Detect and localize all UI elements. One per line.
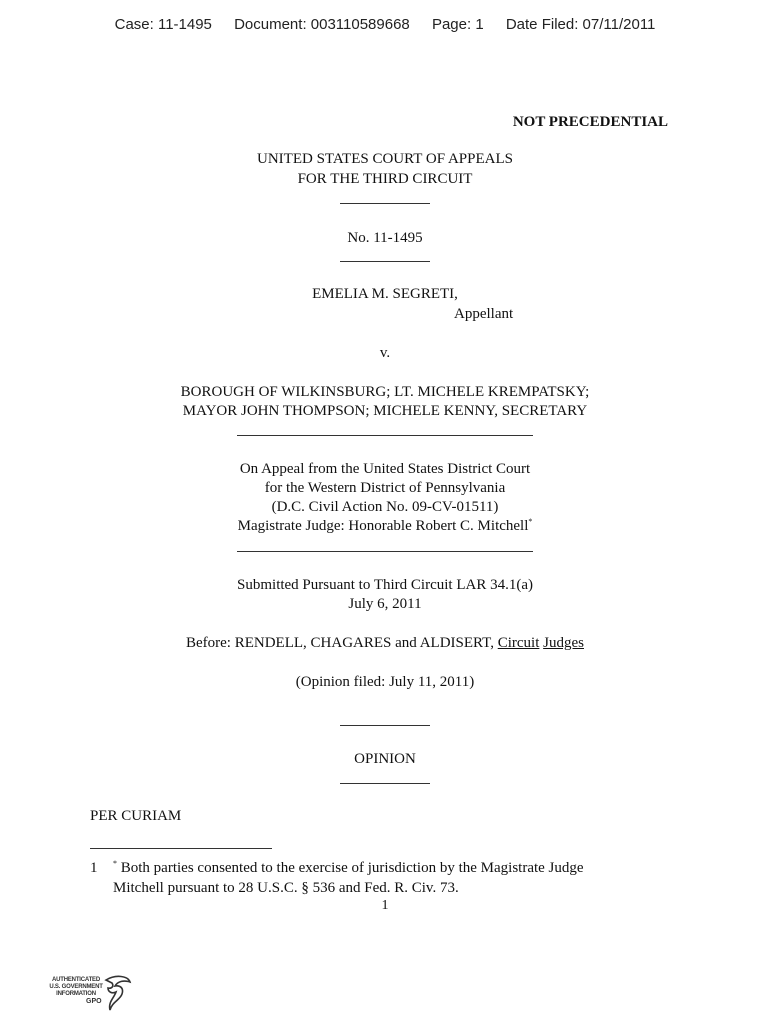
divider — [0, 546, 770, 556]
appellant-role: Appellant — [454, 306, 514, 322]
opinion-filed-date: (Opinion filed: July 11, 2011) — [295, 674, 475, 690]
seal-gpo: GPO — [86, 998, 102, 1005]
submitted-date: July 6, 2011 — [348, 596, 422, 612]
opinion-heading: OPINION — [354, 751, 416, 767]
footnote-text — [113, 858, 650, 898]
footnote-line1: Both parties consented to the exercise of jurisdiction by the Magistrate Judge — [117, 860, 584, 876]
seal-text — [44, 977, 108, 998]
divider — [0, 430, 770, 440]
precedential-status: NOT PRECEDENTIAL — [512, 114, 668, 130]
court-name-line2: FOR THE THIRD CIRCUIT — [297, 171, 473, 187]
divider — [0, 198, 770, 208]
per-curiam: PER CURIAM — [90, 808, 182, 824]
court-name-line1: UNITED STATES COURT OF APPEALS — [257, 151, 513, 167]
divider — [0, 778, 770, 788]
header-case: Case: 11-1495 — [114, 16, 212, 33]
submitted-line1: Submitted Pursuant to Third Circuit LAR 34.1(a) — [237, 577, 533, 593]
panel-judges-names: Before: RENDELL, CHAGARES and ALDISERT, — [186, 635, 498, 651]
circuit-word: Circuit — [497, 635, 540, 651]
footnote-separator — [90, 848, 272, 849]
footnote-mark: * — [113, 859, 117, 868]
appeal-line3: (D.C. Civil Action No. 09-CV-01511) — [271, 499, 499, 515]
divider — [0, 256, 770, 266]
footnote-line2: Mitchell pursuant to 28 U.S.C. § 536 and Fed. R. Civ. 73. — [113, 880, 459, 896]
panel-judges — [0, 635, 770, 652]
footnote-reference-mark: * — [528, 517, 533, 526]
seal-line3: INFORMATION — [56, 991, 96, 997]
header-page: Page: 1 — [431, 16, 484, 33]
eagle-icon — [102, 972, 132, 1016]
docket-header — [0, 16, 770, 33]
seal-line1: AUTHENTICATED — [52, 977, 100, 983]
magistrate-judge-text: Magistrate Judge: Honorable Robert C. Mitchell — [237, 518, 529, 534]
divider — [0, 720, 770, 730]
versus: v. — [379, 345, 391, 361]
footnote-number: 1 — [90, 860, 98, 876]
appeal-line4 — [0, 518, 770, 535]
footnote — [90, 858, 650, 898]
header-date-filed: Date Filed: 07/11/2011 — [505, 16, 656, 33]
gpo-authentication-seal — [44, 972, 134, 1016]
judges-word: Judges — [543, 635, 584, 651]
appellees-line2: MAYOR JOHN THOMPSON; MICHELE KENNY, SECRETARY — [182, 403, 588, 419]
appellant-name: EMELIA M. SEGRETI, — [312, 286, 458, 302]
header-document: Document: 003110589668 — [234, 16, 410, 33]
seal-line2: U.S. GOVERNMENT — [49, 984, 103, 990]
appeal-line1: On Appeal from the United States District Court — [239, 461, 531, 477]
docket-number: No. 11-1495 — [347, 230, 423, 246]
page-number: 1 — [381, 898, 389, 913]
appeal-line2: for the Western District of Pennsylvania — [264, 480, 506, 496]
appellees-line1: BOROUGH OF WILKINSBURG; LT. MICHELE KREMPATSKY; — [180, 384, 590, 400]
